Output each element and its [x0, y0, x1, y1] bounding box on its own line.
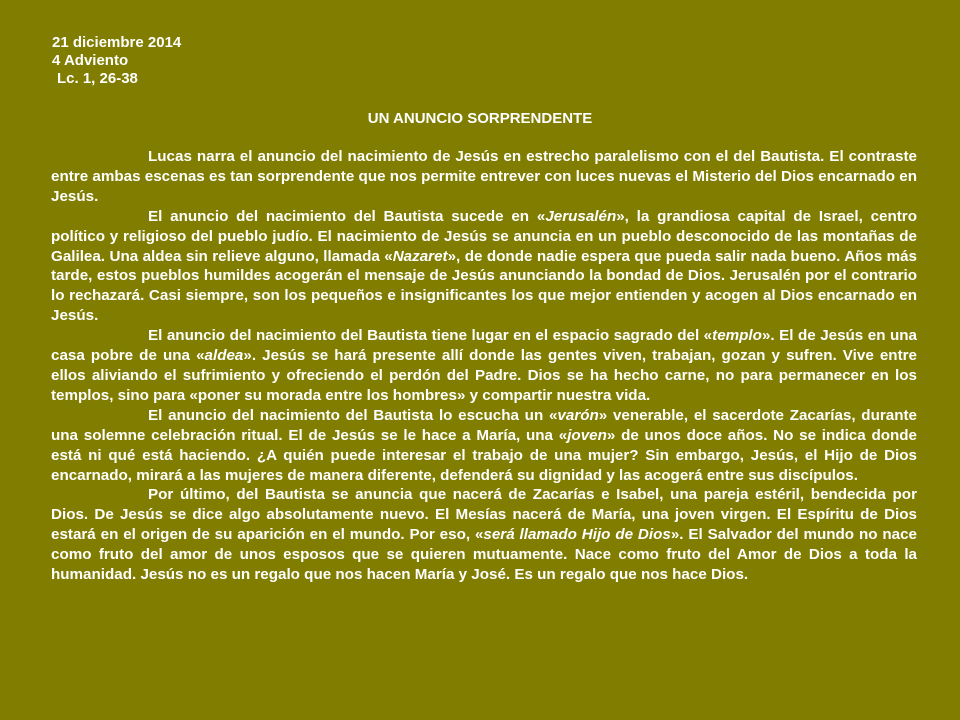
italic-text: Jerusalén [545, 207, 617, 225]
italic-text: será llamado Hijo de Dios [483, 526, 671, 544]
italic-text: aldea [204, 347, 244, 365]
date-line: 21 diciembre 2014 [52, 34, 182, 51]
paragraph [51, 485, 917, 585]
gospel-reference: Lc. 1, 26-38 [57, 70, 138, 87]
liturgical-week: 4 Adviento [52, 52, 129, 69]
italic-text: Nazaret [392, 247, 448, 265]
paragraph [51, 147, 917, 207]
body-text [51, 147, 917, 585]
page-title: UN ANUNCIO SORPRENDENTE [367, 110, 593, 127]
paragraph-text: El anuncio del nacimiento del Bautista lo escucha un « [148, 406, 558, 424]
paragraph-text: », de donde nadie espera que pueda salir nada bueno. Años más tarde, estos pueblos humildes acogerán el mensaje de Jesús anunciando la bondad de Dios. Jerusalén por el contrario lo rechazará. Casi siempre, son los pequeños e insignificantes los que mejor entienden y acogen al Dios encarnado en Jesús. [51, 247, 917, 325]
paragraph-text: » venerable, el sacerdote Zacarías, durante una solemne celebración ritual. El de Jesús se le hace a María, una « [51, 406, 917, 444]
header [52, 34, 181, 88]
italic-text: varón [557, 406, 599, 424]
paragraph [51, 406, 917, 486]
paragraph-text: » de unos doce años. No se indica donde está ni qué está haciendo. ¿A quién puede interesar el trabajo de una mujer? Sin embargo, Jesús, el Hijo de Dios encarnado, mirará a las mujeres de manera diferente, defenderá su dignidad y las acogerá entre sus discípulos. [51, 426, 917, 484]
paragraph-text: El anuncio del nacimiento del Bautista tiene lugar en el espacio sagrado del « [148, 327, 713, 345]
paragraph-text: El anuncio del nacimiento del Bautista sucede en « [148, 207, 546, 225]
paragraph [51, 207, 917, 326]
paragraph-text: », la grandiosa capital de Israel, centro político y religioso del pueblo judío. El nacimiento de Jesús se anuncia en un pueblo desconocido de las montañas de Galilea. Una aldea sin relieve alguno, llamada « [51, 207, 917, 265]
paragraph-text: ». Jesús se hará presente allí donde las gentes viven, trabajan, gozan y sufren. Vive entre ellos aliviando el sufrimiento y ofreciendo el perdón del Padre. Dios se ha hecho carne, no para permanecer en los templos, sino para «poner su morada entre los hombres» y compartir nuestra vida. [51, 347, 917, 404]
paragraph-text: Por último, del Bautista se anuncia que nacerá de Zacarías e Isabel, una pareja estéril, bendecida por Dios. De Jesús se dice algo absolutamente nuevo. El Mesías nacerá de María, una joven virgen. El Espíritu de Dios estará en el origen de su aparición en el mundo. Por eso, « [51, 486, 917, 544]
paragraph-text: ». El de Jesús en una casa pobre de una « [51, 327, 917, 365]
italic-text: templo [712, 327, 762, 345]
paragraph-text: Lucas narra el anuncio del nacimiento de Jesús en estrecho paralelismo con el del Bautista. El contraste entre ambas escenas es tan sorprendente que nos permite entrever con luces nuevas el Misterio del Dios encarnado en Jesús. [51, 148, 917, 205]
paragraph [51, 326, 917, 406]
paragraph-text: ». El Salvador del mundo no nace como fruto del amor de unos esposos que se quieren mutuamente. Nace como fruto del Amor de Dios a toda la humanidad. Jesús no es un regalo que nos hacen María y José. Es un regalo que nos hace Dios. [51, 526, 918, 584]
italic-text: joven [567, 426, 607, 444]
